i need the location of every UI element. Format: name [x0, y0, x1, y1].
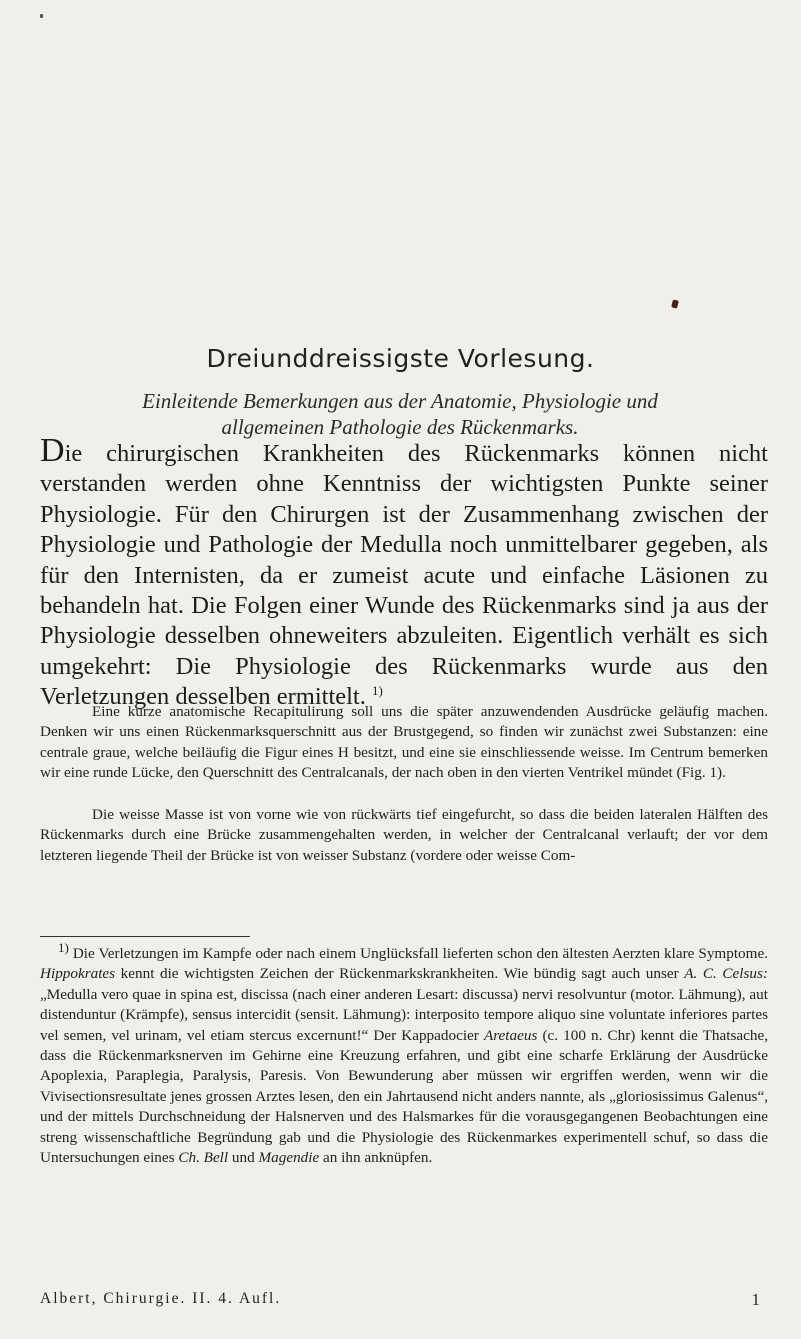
- footnote-text-1: Die Verletzungen im Kampfe oder nach einem Unglücksfall lieferten schon den ältesten Aerzten klare Symptome.: [72, 945, 768, 962]
- signature-line: Albert, Chirurgie. II. 4. Aufl.: [40, 1290, 282, 1307]
- footnote-text-5: und: [228, 1149, 259, 1167]
- subtitle-line-1: Einleitende Bemerkungen aus der Anatomie, Physiologie und: [142, 389, 658, 413]
- anatomy-paragraph: Eine kurze anatomische Recapitulirung soll uns die später anzuwendenden Ausdrücke geläufig machen. Denken wir uns einen Rückenmarksquerschnitt aus der Brustgegend, so finden wir zunächst zwei Substanzen: eine centrale graue, welche beiläufig die Figur eines H besitzt, und eine sie einschliessende weisse. Im Centrum bemerken wir eine runde Lücke, den Querschnitt des Centralcanals, der nach oben in den vierten Ventrikel mündet (Fig. 1).: [40, 703, 768, 782]
- intro-paragraph: [40, 432, 768, 713]
- footnote-text-2: kennt die wichtigsten Zeichen der Rückenmarkskrankheiten. Wie bündig sagt auch unser: [115, 965, 685, 983]
- footnote-name-magendie: Magendie: [258, 1149, 320, 1167]
- drop-cap: D: [40, 432, 65, 469]
- footnote: [40, 939, 769, 1168]
- white-matter-paragraph: Die weisse Masse ist von vorne wie von rückwärts tief eingefurcht, so dass die beiden lateralen Hälften des Rückenmarks durch eine Brücke zusammengehalten werden, in welcher der Centralcanal verlauft; der vor dem letzteren liegende Theil der Brücke ist von weisser Substanz (vordere oder weisse Com-: [40, 806, 768, 864]
- footnote-name-hippokrates: Hippokrates: [40, 965, 116, 983]
- footnote-text-4: (c. 100 n. Chr) kennt die Thatsache, dass die Rückenmarksnerven im Gehirne eine Kreuzung erfahren, und gibt eine scharfe Erklärung der Ausdrücke Apoplexia, Paraplegia, Paralysis, Paresis. Von Bewunderung aber müssen wir ergriffen werden, wenn wir die Vivisectionsresultate jenes grossen Arztes lesen, den ein Jahrtausend nicht anders nannte, als „gloriosissimus Galenus“, und der mittels Durchschneidung der Halsnerven und des Halsmarkes für die vorausgegangenen Beobachtungen eine streng wissenschaftliche Begründung gab und die Physiologie des Rückenmarkes experimentell schuf, so dass die Untersuchungen eines: [40, 1026, 769, 1167]
- page-number: 1: [751, 1290, 760, 1309]
- print-speck: [40, 14, 43, 18]
- footnote-text-3: „Medulla vero quae in spina est, discissa (nach einer anderen Lesart: discussa) nervi resolvuntur (motor. Lähmung), aut distenduntur (Krämpfe), sensus intercidit (sensit. Lähmung): interposito tempore aliquo sine voluntate inferiores partes vel semen, vel urinam, vel etiam stercus excernunt!“ Der Kappadocier: [40, 985, 768, 1044]
- footnote-divider: [40, 936, 250, 937]
- footnote-marker: 1): [58, 939, 69, 955]
- lecture-title: Dreiunddreissigste Vorlesung.: [206, 344, 595, 373]
- intro-text: ie chirurgischen Krankheiten des Rückenmarks können nicht verstanden werden ohne Kenntniss der wichtigsten Punkte seiner Physiologie. Für den Chirurgen ist der Zusammenhang zwischen der Physiologie und Pathologie der Medulla noch unmittelbarer gegeben, als für den Internisten, da er zumeist acute und einfache Läsionen zu behandeln hat. Die Folgen einer Wunde des Rückenmarks sind ja aus der Physiologie desselben ohneweiters abzuleiten. Eigentlich verhält es sich umgekehrt: Die Physiologie des Rückenmarks wurde aus den Verletzungen desselben ermittelt.: [40, 440, 768, 711]
- lecture-subtitle: [40, 388, 760, 440]
- footnote-text-6: an ihn anknüpfen.: [319, 1149, 433, 1167]
- subtitle-line-2: allgemeinen Pathologie des Rückenmarks.: [221, 415, 579, 439]
- page-footer: [40, 1290, 760, 1308]
- footnote-name-aretaeus: Aretaeus: [483, 1026, 538, 1044]
- footnote-name-celsus: A. C. Celsus:: [684, 965, 768, 983]
- footnote-name-bell: Ch. Bell: [178, 1149, 229, 1167]
- footnote-reference: 1): [372, 683, 383, 699]
- ink-mark: [671, 299, 679, 308]
